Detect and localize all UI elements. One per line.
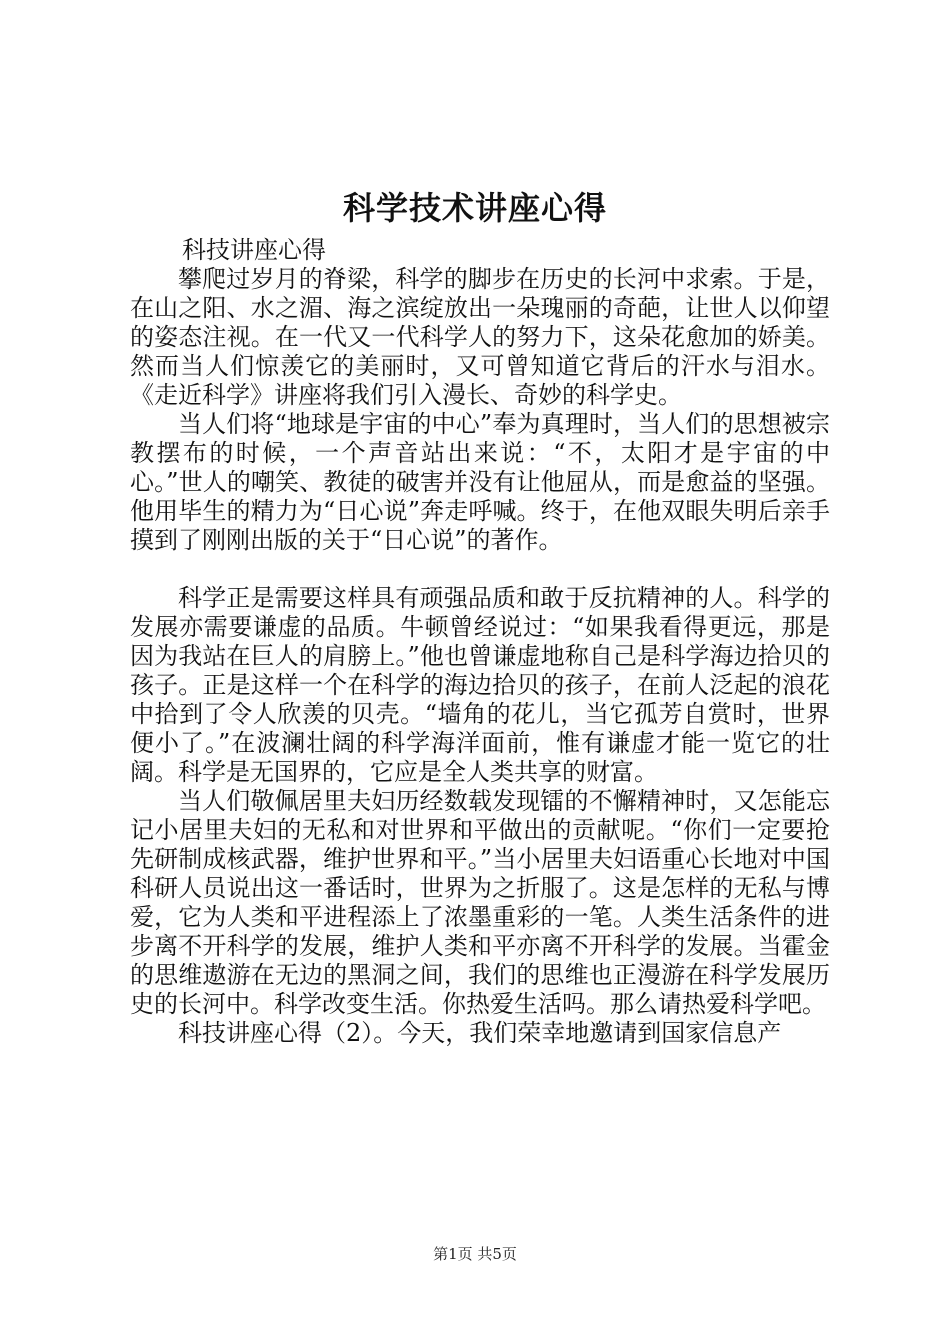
paragraph: 科技讲座心得（2）。今天，我们荣幸地邀请到国家信息产 (178, 1019, 782, 1047)
document-title: 科学技术讲座心得 (342, 189, 607, 227)
paragraph: 科学正是需要这样具有顽强品质和敢于反抗精神的人。科学的发展亦需要谦虚的品质。牛顿曾经说过：“如果我看得更远，那是因为我站在巨人的肩膀上。”他也曾谦虚地称自己是科学海边拾贝的孩子。正是这样一个在科学的海边拾贝的孩子，在前人泛起的浪花中拾到了令人欣羡的贝壳。“墙角的花儿，当它孤芳自赏时，世界便小了。”在波澜壮阔的科学海洋面前，惟有谦虚才能一览它的壮阔。科学是无国界的，它应是全人类共享的财富。 (130, 584, 830, 786)
paragraph: 攀爬过岁月的脊梁，科学的脚步在历史的长河中求索。于是，在山之阳、水之湄、海之滨绽放出一朵瑰丽的奇葩，让世人以仰望的姿态注视。在一代又一代科学人的努力下，这朵花愈加的娇美。然而当人们惊羡它的美丽时，又可曾知道它背后的汗水与泪水。《走近科学》讲座将我们引入漫长、奇妙的科学史。 (130, 265, 830, 409)
document-subtitle: 科技讲座心得 (182, 236, 326, 264)
page-number-footer: 第1页 共5页 (433, 1245, 517, 1263)
paragraph: 当人们敬佩居里夫妇历经数载发现镭的不懈精神时，又怎能忘记小居里夫妇的无私和对世界和平做出的贡献呢。“你们一定要抢先研制成核武器，维护世界和平。”当小居里夫妇语重心长地对中国科研人员说出这一番话时，世界为之折服了。这是怎样的无私与博爱，它为人类和平进程添上了浓墨重彩的一笔。人类生活条件的进步离不开科学的发展，维护人类和平亦离不开科学的发展。当霍金的思维遨游在无边的黑洞之间，我们的思维也正漫游在科学发展历史的长河中。科学改变生活。你热爱生活吗。那么请热爱科学吧。 (130, 787, 830, 1018)
document-body (130, 265, 830, 1048)
paragraph: 当人们将“地球是宇宙的中心”奉为真理时，当人们的思想被宗教摆布的时候，一个声音站出来说：“不，太阳才是宇宙的中心。”世人的嘲笑、教徒的破害并没有让他屈从，而是愈益的坚强。他用毕生的精力为“日心说”奔走呼喊。终于，在他双眼失明后亲手摸到了刚刚出版的关于“日心说”的著作。 (130, 410, 830, 554)
